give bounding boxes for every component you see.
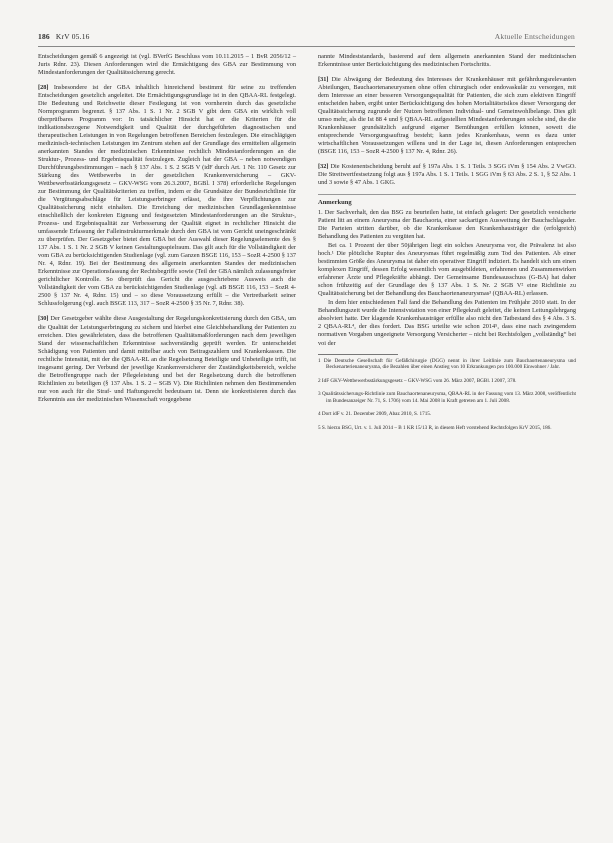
paragraph-text: Die Kostenentscheidung beruht auf § 197a Abs. 1 S. 1 Teils. 3 SGG iVm § 154 Abs. 2 VwGO. Die Streitwertfestsetzung folgt aus § 197a Abs. 1 S. 1 Teils. 1 SGG iVm § 63 Abs. 2 S. 1, § 52 Abs. 1 und 3 sowie § 47 Abs. 1 GKG. [318,163,577,187]
paragraph-number: [31] [318,76,329,84]
paragraph [38,84,296,308]
paragraph [38,315,296,403]
section-title: Aktuelle Entscheidungen [494,32,575,41]
right-column [318,53,576,438]
paragraph-number: [28] [38,84,49,92]
paragraph-text: Der Gesetzgeber wählte diese Ausgestaltung der Regelungskonkretisierung durch den GBA, um die Qualität der Leistungserbringung zu sichern und hierbei eine Gleichbehandlung der Patienten zu erreichen. Dies gewährleisten, dass die betroffenen Qualitätsmaßforderungen nach dem jeweiligen Stand der wissenschaftlichen Erkenntnisse sachverständig geprüft werden. Er unterscheidet Schädigung von Patienten und damit mittelbar auch von Beitragszahlern und Krankenkassen. Die rechtliche Intensität, mit der die QBAA-RL an die Regelsetzung Beteiligte und Unbeteiligte trifft, ist insgesamt gering. Der Verbund der jeweilige Krankenversicherer der Zuständigkeitsbereich, welche die Betroffengruppe nach der Pflegeleistung und bei der Regelsetzung durch die betroffenen Richtlinien zu beteiligen (§ 137 Abs. 1 S. 2 – SGB V). Die Richtlinien nehmen den Bestimmenden nur von auch für die Straf- und Haftungsrecht bedeutsam ist. Denn sie konkretisieren durch das Erkenntnis aus der medizinischen Wissenschaft vorgegebene [38,315,296,403]
paragraph-text: Entscheidungen gemäß 6 angezeigt ist (vgl. BVerfG Beschluss vom 10.11.2015 – 1 BvR 2056/12 – Juris Rdnr. 23). Diesen Anforderungen wird die Ermächtigung des GBA zur Bestimmung von Mindestanforderungen der Qualitätssicherung gerecht. [38,53,296,77]
paragraph-number: [30] [38,315,49,323]
annotation-paragraph: In dem hier entschiedenen Fall fand die Behandlung des Patienten im Frühjahr 2010 statt. In der Behandlungszeit wurde die Intensivstation von einer Pflegekraft geleitet, die keinen Leitungslehrgang absolviert hatte. Der klagende Krankenhausträger erfüllte also nicht den Tatbestand des § 4 Abs. 3 S. 2 QBAA-RL⁴, der dies fordert. Das BSG urteilte wie schon 2014⁵, dass eine nach zwingendem normativen Vorgaben ungeeignete Versorgung Versicherter – nicht bei Rechtsfolgen „vollständig“ bei voi der [318,299,576,347]
left-column [38,53,296,411]
annotation-paragraph: Bei ca. 1 Prozent der über 50jährigen liegt ein solches Aneurysma vor, die Prävalenz ist also hoch.¹ Die plötzliche Ruptur des Aneurysmas führt regelmäßig zum Tod des Patienten. Ab einer bestimmten Größe des Aneurysma ist daher ein operativer Eingriff indiziert. Es handelt sich um einen komplexen Eingriff, dessen Erfolg wesentlich vom ausgebildeten, erfahrenen und Zusammenwirken erfahrener Ärzte und Pflegekräfte abhängt. Der Gemeinsame Bundesausschuss (G-BA) hat daher schon frühzeitig auf der Grundlage des § 137 Abs. 1 S. Nr. 2 SGB V² eine Richtlinie zu Qualitätssicherung bei der Behandlung des Bauchaortenaneurysmas³ (QBAA-RL) erlassen. [318,242,576,298]
annotation-body [318,209,576,347]
footnotes [318,358,576,432]
paragraph-number: [32] [318,163,329,171]
annotation-box [318,194,576,431]
footnote: 4 Dort idF v. 21. Dezember 2009, Abaz 2010, S. 1715. [318,411,432,418]
paragraph-text: Insbesondere ist der GBA inhaltlich hinreichend bestimmt für seine zu treffenden Entscheidungen gesetzlich angeleitet. Die Ermächtigungsgrundlage ist in den QBAA-RL festgelegt. Die Bedeutung und Reichweite dieser Festlegung ist von vornherein durch das gesetzliche Normprogramm begrenzt. § 137 Abs. 1 S. 1 Nr. 2 SGB V gibt dem GBA ein wirklich voll überprüfbares Programm vor: In tatsächlicher Hinsicht hat er die Kriterien für die indikationsbezogene Notwendigkeit und Qualität der durchgeführten diagnostischen und therapeutischen Leistungen in von Regelungen betroffenen Bereichen festzulegen. Die einschlägigen medizinisch-technischen Leistungen im Zentrum stehen auf der Grundlage des ermittelten allgemein anerkannten Standes der medizinischen Erkenntnisse rechtlich Mindestanforderungen an die Struktur-, Prozess- und Ergebnisqualität festzulegen. Zugleich hat der GBA – neben notwendigen Durchführungsbestimmungen – nach § 137 Abs. 1 S. 2 SGB V (idF durch Art. 1 Nr. 110 Gesetz zur Stärkung des Wettbewerbs in der gesetzlichen Krankenversicherung – GKV-Wettbewerbsstärkungsgesetz – GKV-WSG vom 26.3.2007, BGBl. I 378) erforderliche Regelungen zur Bestimmung der Qualitätskriterien zu treffen, indem er die Grundsätze der Bundesrichtlinie für die Vergütungsabschläge für Leistungserbringer erlässt, die ihre Verpflichtungen zur Qualitätssicherung nicht einhalten. Die Erreichung der medizinischen Grundlagenkenntnisse einschließlich der konkreten Eignung und festgesetzten Mindestanforderungen an die Struktur-, Prozess- und Ergebnisqualität zur Verbesserung der Qualität eignet in rechtlicher Hinsicht die umfassende Erfassung der Falleinstrukturmerkmale durch den GBA ist vom Gericht uneingeschränkt zu überprüfen. Der Gesetzgeber bietet dem GBA bei der Auswahl dieser Regelungselemente des § 137 Abs. 1 S. 1 Nr. 2 SGB V keinen Gestaltungsspielraum. Das gilt auch für die Vollständigkeit der vom GBA zu berücksichtigenden Studienlage (vgl. zum Ganzen BSGE 116, 153 – SozR 4-2500 § 137 Nr. 4, Rdnr. 19). Bei der Bestimmung des allgemein anerkannten Standes der medizinischen Erkenntnisse zur Operationsfassung der Rechtsbegriffe sowie (Teil der GBA nämlich zulassungsfreier gerichtlicher Kontrolle. So überprüft das Gericht die ausgeschriebene Ausweis auch die Vollständigkeit der vom GBA zu berücksichtigenden Studienlage (vgl. aB BSGE 116, 153 – SozR 4-2500 § 137 Nr. 4, Rdnr. 15) und – so diese Voraussetzung erfüllt – die Vertretbarkeit seiner Schlussfolgerung (vgl. auch BSGE 113, 317 – SozR 4-2500 § 35 Nr. 7, Rdnr. 38). [38,84,296,308]
paragraph [318,53,576,69]
paragraph [38,53,296,77]
page-number: 186 [38,32,50,41]
journal-name: KrV 05.16 [55,32,90,41]
right-column-body [318,53,576,187]
footnote: 1 Die Deutsche Gesellschaft für Gefäßchirurgie (DGG) nennt in ihrer Leitlinie zum Bauchaortenaneurysma und Beckenarterienaneurysma, die Bezahlen über einen Anstieg von 10 Erkrankungen pro 100.000 Einwohner / Jahr. [318,357,576,371]
paragraph [318,76,576,156]
paragraph-text: Die Abwägung der Bedeutung des Interesses der Krankenhäuser mit gefährdungsrelevanten Abteilungen, Bauchaortenaneurysmen ohne offen chirurgisch oder endovaskulär zu versorgen, mit dem Interesse an einer besseren Versorgungsqualität für Patienten, die sich zum elektiven Eingriff entscheiden haben, ergibt unter Berücksichtigung des hohen Mortalitätsrisikos dieser Versorgung der Qualitätssicherung zugrunde der Nutzen betroffenen Individual- und Gemeinwohlbelange. Dies gilt umso mehr, als die Ist 88 4 und § QBAA-RL aufgestellten Mindestanforderungen solche sind, die die Krankenhäuser grundsätzlich aufgrund eigener Bemühungen erfüllen können, soweit die entsprechende Versorgungsauftrag besteht; kann jedes Krankenhaus, wenn es dazu unter wirtschaftlichen Voraussetzungen willens und in der Lage ist, diesen Anforderungen entsprechen (BSGE 116, 153 – SozR 4-2500 § 137 Nr. 4, Rdnr. 26). [318,76,577,156]
paragraph [318,163,576,187]
footnote: 3 Qualitätssicherungs-Richtlinie zum Bauchaortenaneurysma, QBAA-RL in der Fassung vom 13. März 2008, veröffentlicht im Bundesanzeiger Nr. 71, S. 1706) vom 14. Mai 2008 in Kraft getreten am 1. Juli 2008. [318,391,576,404]
header-rule [38,46,575,47]
running-header [38,32,575,44]
header-left [38,32,90,41]
annotation-paragraph: 1. Der Sachverhalt, den das BSG zu beurteilen hatte, ist einfach gelagert: Der gesetzlich versicherte Patient litt an einem Aneurysma der Bauchaorta, einer sackartigen Ausweitung der Bauchschlagader. Die Parteien stritten darüber, ob die Krankenkasse den Krankenhausträger die (erfolgreich) Behandlung des Patienten zu vergüten hat. [318,209,576,241]
footnote: 5 S. hierzu BSG, Urt. v. 1. Juli 2014 – B 1 KR 15/13 R, in diesem Heft vorstehend Rechtsfolgen KrV 2015, 186. [318,424,552,431]
footnote-rule [318,354,398,355]
annotation-title: Anmerkung [318,199,352,207]
paragraph-text: nannte Mindeststandards, basierend auf dem allgemein anerkannten Stand der medizinischen Erkenntnisse unter Berücksichtigung des medizinischen Fortschritts. [318,53,576,69]
footnote: 2 IdF GKV-Wettbewerbsstärkungsgesetz – GKV-WSG vom 26. März 2007, BGBl. I 2007, 378. [318,377,517,384]
